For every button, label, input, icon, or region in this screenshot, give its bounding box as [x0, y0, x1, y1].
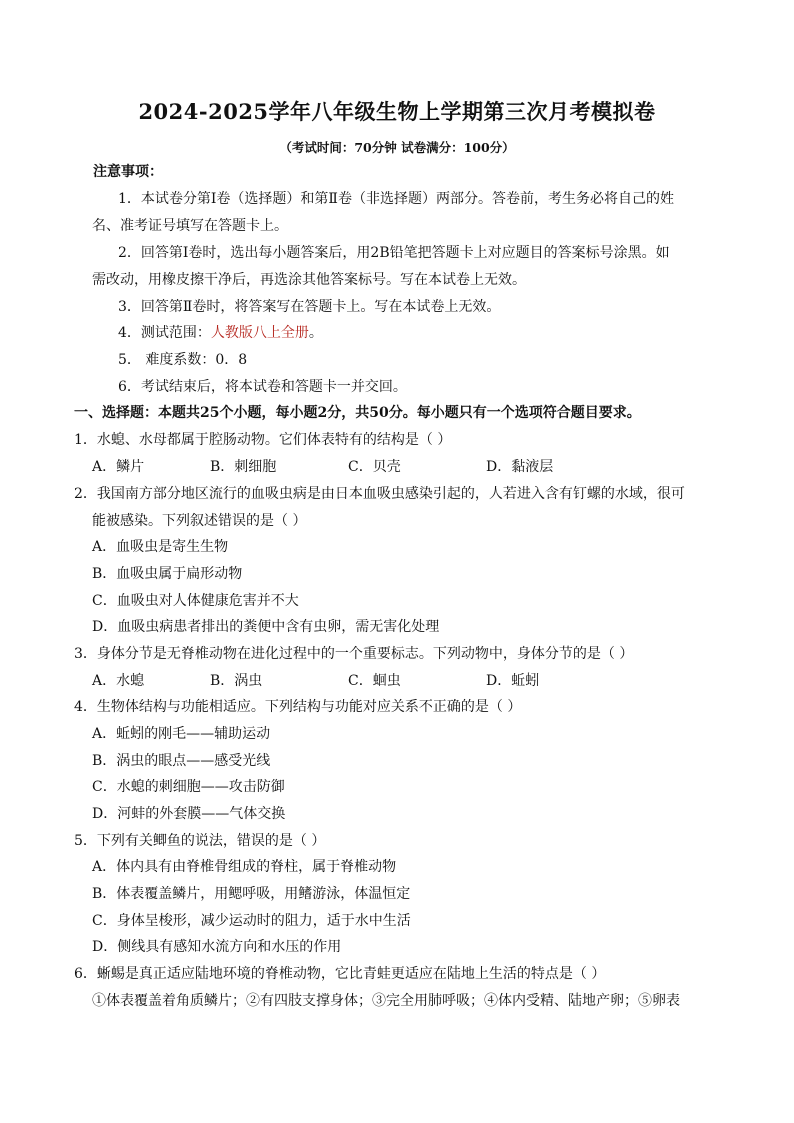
question-1-stem: 1．水螅、水母都属于腔肠动物。它们体表特有的结构是（ ） — [74, 432, 452, 448]
test-scope: 人教版八上全册 — [210, 325, 309, 341]
question-3-stem: 3．身体分节是无脊椎动物在进化过程中的一个重要标志。下列动物中，身体分节的是（ ） — [74, 646, 634, 662]
question-4-option-b: B．涡虫的眼点——感受光线 — [92, 753, 271, 769]
notice-item-1-cont: 名、准考证号填写在答题卡上。 — [92, 218, 288, 234]
question-2-option-c: C．血吸虫对人体健康危害并不大 — [92, 593, 299, 609]
question-2-stem: 2．我国南方部分地区流行的血吸虫病是由日本血吸虫感染引起的，人若进入含有钉螺的水域，很可 — [74, 486, 685, 502]
question-3-option-d: D．蚯蚓 — [486, 673, 540, 689]
question-4-stem: 4．生物体结构与功能相适应。下列结构与功能对应关系不正确的是（ ） — [74, 699, 522, 715]
question-1-option-d: D．黏液层 — [486, 459, 554, 475]
question-1-option-b: B．刺细胞 — [210, 459, 277, 475]
question-5-option-c: C．身体呈梭形，减少运动时的阻力，适于水中生活 — [92, 913, 411, 929]
notice-item-6: 6．考试结束后，将本试卷和答题卡一并交回。 — [118, 379, 407, 395]
question-5-option-d: D．侧线具有感知水流方向和水压的作用 — [92, 939, 342, 955]
question-2-option-b: B．血吸虫属于扁形动物 — [92, 566, 243, 582]
question-6-statements: ①体表覆盖着角质鳞片；②有四肢支撑身体；③完全用肺呼吸；④体内受精、陆地产卵；⑤卵表 — [92, 993, 680, 1009]
question-3-option-c: C．蛔虫 — [348, 673, 401, 689]
page-title: 2024-2025学年八年级生物上学期第三次月考模拟卷 — [138, 99, 656, 124]
question-3-option-b: B．涡虫 — [210, 673, 263, 689]
question-2-option-d: D．血吸虫病患者排出的粪便中含有虫卵，需无害化处理 — [92, 619, 440, 635]
question-4-option-c: C．水螅的刺细胞——攻击防御 — [92, 779, 285, 795]
question-4-option-a: A．蚯蚓的刚毛——辅助运动 — [92, 726, 271, 742]
question-2-option-a: A．血吸虫是寄生生物 — [92, 539, 229, 555]
notice-item-1: 1．本试卷分第Ⅰ卷（选择题）和第Ⅱ卷（非选择题）两部分。答卷前，考生务必将自己的姓 — [118, 191, 674, 207]
notice-item-2: 2．回答第Ⅰ卷时，选出每小题答案后，用2B铅笔把答题卡上对应题目的答案标号涂黑。如 — [118, 245, 670, 261]
notice-heading: 注意事项： — [93, 164, 163, 180]
exam-info: （考试时间：70分钟 试卷满分：100分） — [279, 140, 515, 155]
question-1-option-c: C．贝壳 — [348, 459, 401, 475]
notice-item-3: 3．回答第Ⅱ卷时，将答案写在答题卡上。写在本试卷上无效。 — [118, 299, 501, 315]
notice-item-5: 5． 难度系数：0．8 — [118, 352, 248, 368]
question-5-option-b: B．体表覆盖鳞片，用鳃呼吸，用鳍游泳，体温恒定 — [92, 886, 411, 902]
notice-item-4-prefix: 4．测试范围： — [118, 325, 211, 341]
question-5-stem: 5．下列有关鲫鱼的说法，错误的是（ ） — [74, 833, 326, 849]
question-5-option-a: A．体内具有由脊椎骨组成的脊柱，属于脊椎动物 — [92, 859, 397, 875]
question-6-stem: 6．蜥蜴是真正适应陆地环境的脊椎动物，它比青蛙更适应在陆地上生活的特点是（ ） — [74, 966, 606, 982]
notice-item-2-cont: 需改动，用橡皮擦干净后，再选涂其他答案标号。写在本试卷上无效。 — [92, 272, 526, 288]
section-heading-choice: 一、选择题：本题共25个小题，每小题2分，共50分。每小题只有一个选项符合题目要求。 — [74, 405, 641, 421]
notice-item-4-suffix: 。 — [308, 325, 323, 341]
question-4-option-d: D．河蚌的外套膜——气体交换 — [92, 806, 286, 822]
question-3-option-a: A．水螅 — [92, 673, 145, 689]
question-2-stem-cont: 能被感染。下列叙述错误的是（ ） — [92, 513, 307, 529]
notice-item-4 — [118, 324, 323, 342]
question-1-option-a: A．鳞片 — [92, 459, 145, 475]
